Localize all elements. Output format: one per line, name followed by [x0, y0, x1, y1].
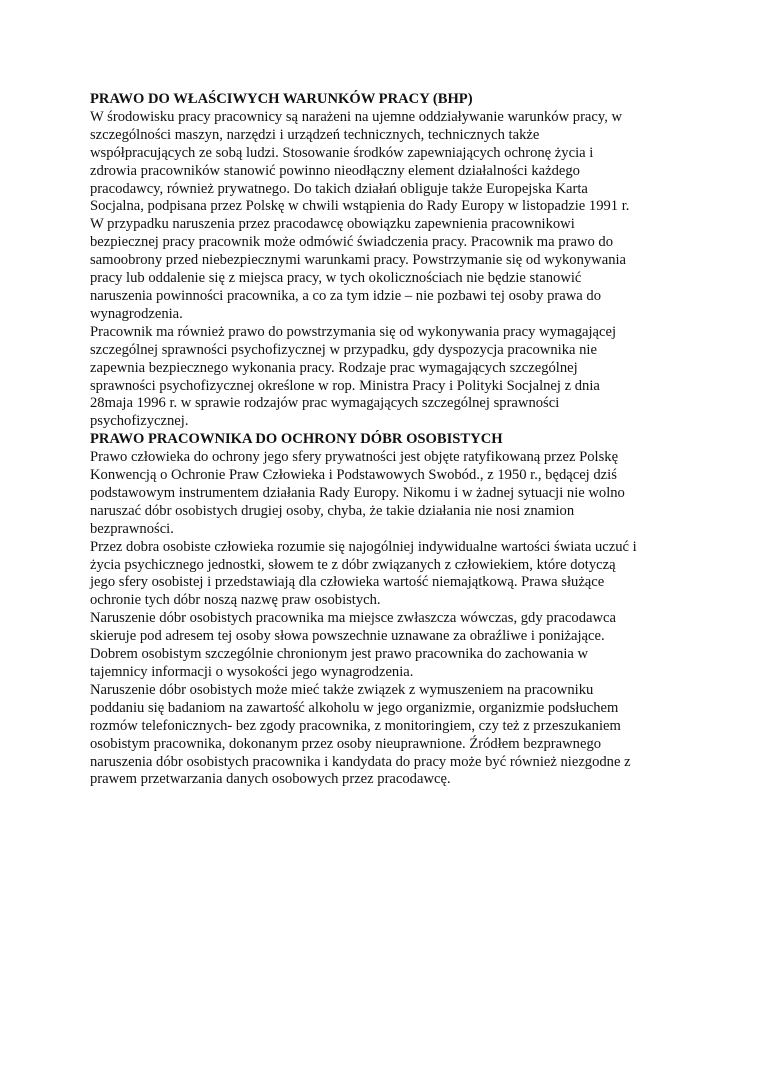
text-line: osobistym pracownika, dokonanym przez osoby nieuprawnione. Źródłem bezprawnego: [90, 735, 602, 752]
text-line: zdrowia pracowników stanowić powinno nieodłączny element działalności każdego: [90, 162, 580, 179]
text-line: W przypadku naruszenia przez pracodawcę obowiązku zapewnienia pracownikowi: [90, 216, 575, 233]
text-line: życia psychicznego jednostki, słowem te z dóbr związanych z człowiekiem, które dotyczą: [90, 556, 616, 573]
paragraph: [90, 109, 680, 324]
paragraph: [90, 539, 680, 611]
text-line: tajemnicy informacji o wysokości jego wynagrodzenia.: [90, 664, 414, 680]
text-line: naruszać dóbr osobistych drugiej osoby, chyba, że takie działania nie nosi znamion: [90, 502, 575, 519]
text-line: 28maja 1996 r. w sprawie rodzajów prac wymagających szczególnej sprawności: [90, 395, 560, 412]
paragraph: [90, 682, 680, 789]
document-body: [90, 91, 680, 789]
text-line: Pracownik ma również prawo do powstrzymania się od wykonywania pracy wymagającej: [90, 323, 617, 340]
text-line: bezprawności.: [90, 520, 174, 537]
text-line: ochronie tych dóbr noszą nazwę praw osobistych.: [90, 592, 381, 609]
text-line: pracodawcy, również prywatnego. Do takich działań obliguje także Europejska Karta: [90, 180, 588, 197]
text-line: Konwencją o Ochronie Praw Człowieka i Podstawowych Swobód., z 1950 r., będącej dziś: [90, 467, 617, 484]
text-line: samoobrony przed niebezpiecznymi warunkami pracy. Powstrzymanie się od wykonywania: [90, 252, 627, 269]
text-line: zapewnia bezpiecznego wykonania pracy. Rodzaje prac wymagających szczególnej: [90, 359, 578, 376]
text-line: podstawowym instrumentem działania Rady Europy. Nikomu i w żadnej sytuacji nie wolno: [90, 484, 625, 501]
text-line: prawem przetwarzania danych osobowych przez pracodawcę.: [90, 771, 451, 788]
paragraph: [90, 449, 680, 539]
text-line: Prawo człowieka do ochrony jego sfery prywatności jest objęte ratyfikowaną przez Polskę: [90, 449, 619, 466]
text-line: Naruszenie dóbr osobistych pracownika ma miejsce zwłaszcza wówczas, gdy pracodawca: [90, 610, 616, 627]
text-line: skieruje pod adresem tej osoby słowa powszechnie uznawane za obraźliwe i poniżające.: [90, 628, 605, 645]
text-line: pracy lub oddalenie się z miejsca pracy, w tych okolicznościach nie będzie stanowić: [90, 270, 582, 287]
text-line: poddaniu się badaniom na zawartość alkoholu w jego organizmie, organizmie podsłuchem: [90, 699, 619, 716]
paragraph: [90, 324, 680, 431]
text-line: W środowisku pracy pracownicy są narażeni na ujemne oddziaływanie warunków pracy, w: [90, 108, 623, 125]
text-line: Naruszenie dóbr osobistych może mieć także związek z wymuszeniem na pracowniku: [90, 681, 594, 698]
text-line: jego sfery osobistej i przedstawiają dla człowieka wartość niemajątkową. Prawa służące: [90, 574, 605, 591]
section-heading: PRAWO PRACOWNIKA DO OCHRONY DÓBR OSOBISTYCH: [90, 431, 503, 448]
text-line: współpracujących ze sobą ludzi. Stosowanie środków zapewniających ochronę życia i: [90, 144, 594, 161]
text-line: Dobrem osobistym szczególnie chronionym jest prawo pracownika do zachowania w: [90, 646, 589, 663]
text-line: Socjalna, podpisana przez Polskę w chwili wstąpienia do Rady Europy w listopadzie 1991 r.: [90, 198, 630, 215]
text-line: szczególnej sprawności psychofizycznej w przypadku, gdy dyspozycja pracownika nie: [90, 341, 597, 358]
paragraph: [90, 610, 680, 682]
text-line: psychofizycznej.: [90, 413, 189, 430]
text-line: Przez dobra osobiste człowieka rozumie się najogólniej indywidualne wartości świata uczuć i: [90, 538, 637, 555]
text-line: rozmów telefonicznych- bez zgody pracownika, z monitoringiem, czy też z przeszukaniem: [90, 717, 621, 734]
text-line: wynagrodzenia.: [90, 305, 183, 322]
text-line: naruszenia dóbr osobistych pracownika i kandydata do pracy może być również niezgodne z: [90, 753, 631, 770]
text-line: sprawności psychofizycznej określone w rop. Ministra Pracy i Polityki Socjalnej z dnia: [90, 377, 600, 394]
section-heading: PRAWO DO WŁAŚCIWYCH WARUNKÓW PRACY (BHP): [90, 91, 473, 107]
text-line: naruszenia powinności pracownika, a co za tym idzie – nie pozbawi tej osoby prawa do: [90, 287, 602, 304]
text-line: szczególności maszyn, narzędzi i urządzeń technicznych, technicznych także: [90, 126, 540, 143]
text-line: bezpiecznej pracy pracownik może odmówić świadczenia pracy. Pracownik ma prawo do: [90, 234, 613, 251]
